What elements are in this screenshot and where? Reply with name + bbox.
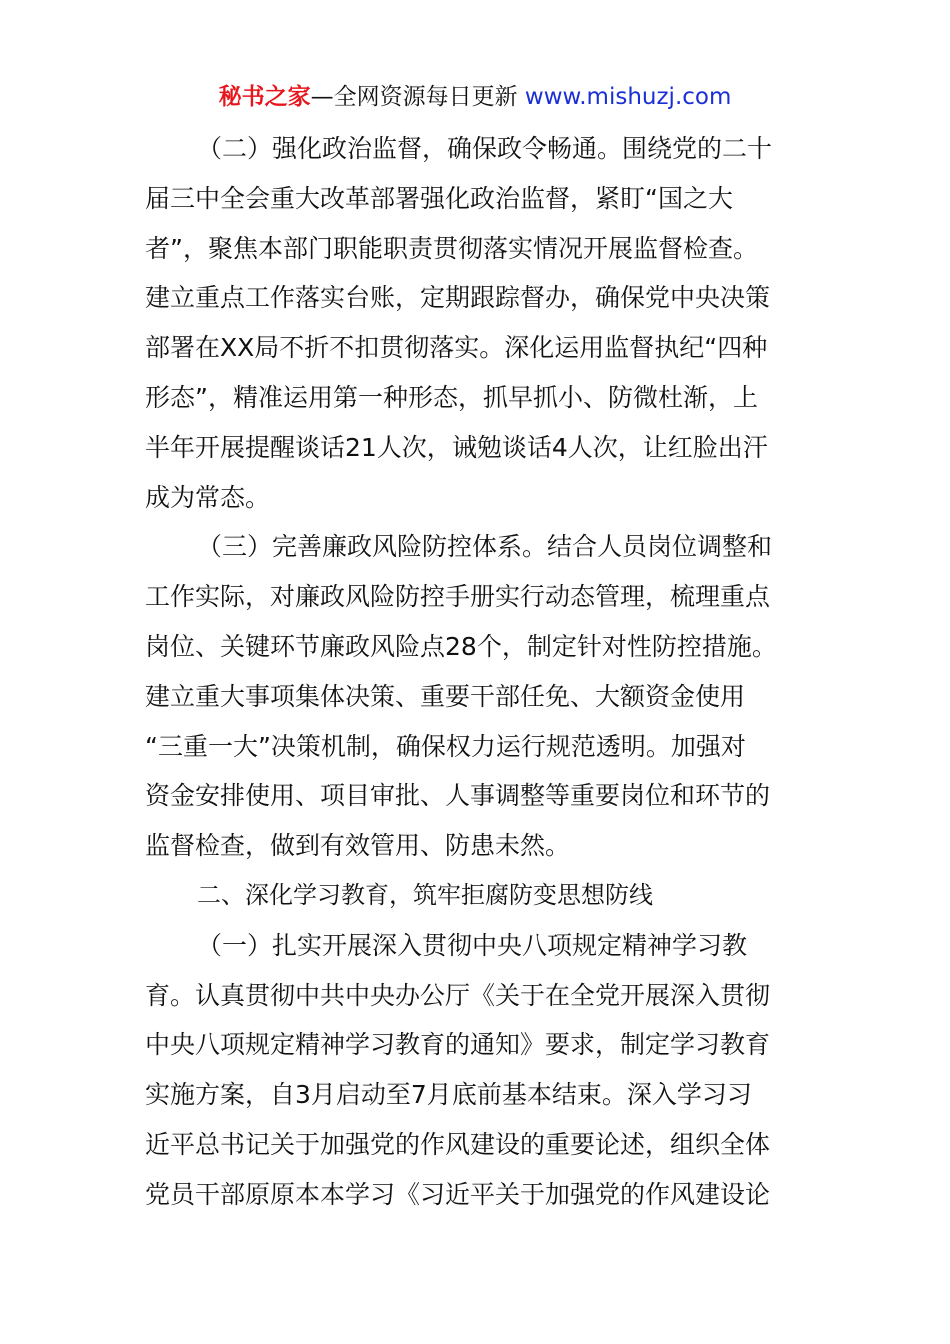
paragraph-line: 半年开展提醒谈话21人次，诫勉谈话4人次，让红脸出汗 bbox=[145, 432, 768, 462]
paragraph-line: 实施方案，自3月启动至7月底前基本结束。深入学习习 bbox=[145, 1080, 752, 1110]
paragraph-line: （一）扎实开展深入贯彻中央八项规定精神学习教 bbox=[197, 930, 748, 960]
paragraph-line: 岗位、关键环节廉政风险点28个，制定针对性防控措施。 bbox=[145, 631, 777, 661]
paragraph-line: 党员干部原原本本学习《习近平关于加强党的作风建设论 bbox=[145, 1179, 771, 1209]
paragraph-line: （三）完善廉政风险防控体系。结合人员岗位调整和 bbox=[197, 532, 773, 562]
paragraph-line: 监督检查，做到有效管用、防患未然。 bbox=[145, 831, 571, 861]
page-header bbox=[0, 80, 950, 114]
paragraph-line: 近平总书记关于加强党的作风建设的重要论述，组织全体 bbox=[145, 1129, 771, 1159]
paragraph-line: 成为常态。 bbox=[145, 482, 271, 512]
paragraph-line: 部署在XX局不折不扣贯彻落实。深化运用监督执纪“四种 bbox=[145, 333, 768, 363]
paragraph-line: “三重一大”决策机制，确保权力运行规范透明。加强对 bbox=[145, 731, 746, 761]
paragraph-line: 中央八项规定精神学习教育的通知》要求，制定学习教育 bbox=[145, 1030, 771, 1060]
paragraph-line: 资金安排使用、项目审批、人事调整等重要岗位和环节的 bbox=[145, 781, 771, 811]
paragraph-line: （二）强化政治监督，确保政令畅通。围绕党的二十 bbox=[197, 134, 773, 163]
paragraph-line: 建立重大事项集体决策、重要干部任免、大额资金使用 bbox=[145, 681, 746, 711]
brand-name: 秘书之家 bbox=[218, 84, 311, 110]
site-url-link[interactable]: www.mishuzj.com bbox=[524, 84, 732, 110]
document-body bbox=[145, 124, 810, 1220]
paragraph-line: 建立重点工作落实台账，定期跟踪督办，确保党中央决策 bbox=[145, 283, 771, 313]
paragraph-line: 者”，聚焦本部门职能职责贯彻落实情况开展监督检查。 bbox=[145, 233, 758, 263]
paragraph-line: 育。认真贯彻中共中央办公厅《关于在全党开展深入贯彻 bbox=[145, 980, 771, 1010]
header-tagline: —全网资源每日更新 bbox=[310, 84, 525, 110]
paragraph-line: 届三中全会重大改革部署强化政治监督，紧盯“国之大 bbox=[145, 183, 733, 213]
section-heading: 二、深化学习教育，筑牢拒腐防变思想防线 bbox=[197, 880, 653, 909]
paragraph-line: 形态”，精准运用第一种形态，抓早抓小、防微杜渐，上 bbox=[145, 382, 758, 412]
paragraph-line: 工作实际，对廉政风险防控手册实行动态管理，梳理重点 bbox=[145, 582, 771, 612]
